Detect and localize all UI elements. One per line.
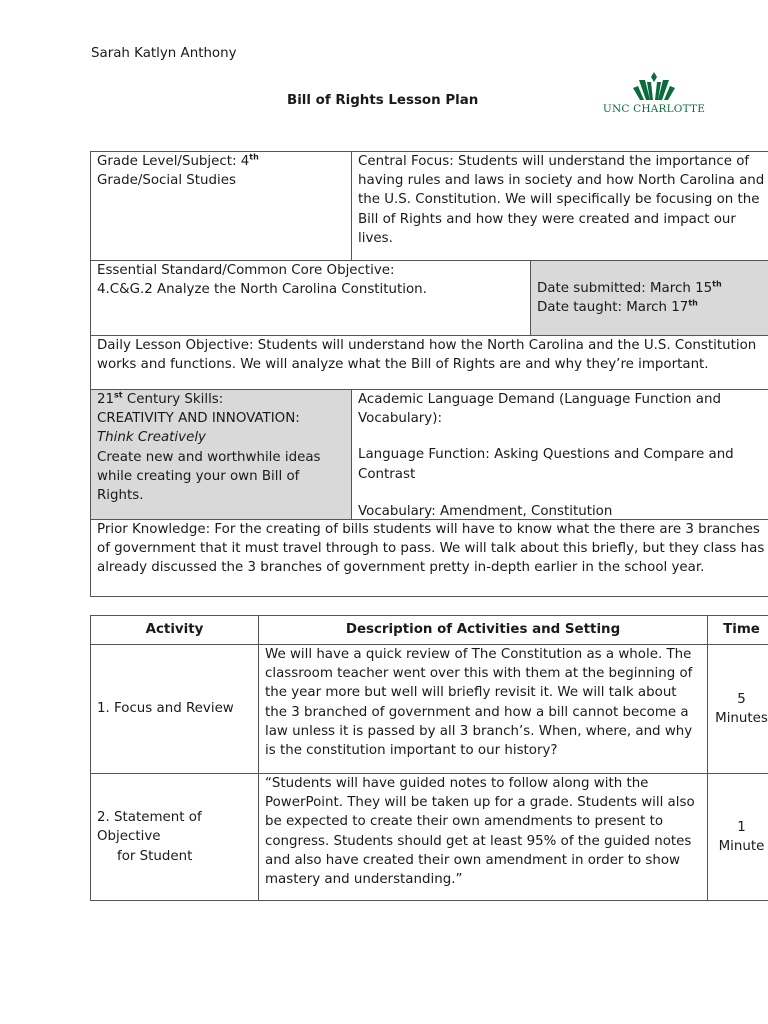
row-1-description-text: We will have a quick review of The Constitution as a whole. The classroom teacher went over this with them at the beginning of the year more but well will briefly revisit it. We will talk about the 3 branched of government and how a bill cannot become a law unless it is passed by all 3 branch’s. When, where, and why is the constitution important to our history? [265, 647, 693, 759]
language-function-text: Language Function: Asking Questions and Compare and Contrast [358, 447, 734, 482]
central-focus-cell [351, 151, 768, 261]
grade-level-cell [90, 151, 352, 261]
prior-knowledge-text: Prior Knowledge: For the creating of bills students will have to know what the there are 3 branches of government that it must travel through to pass. We will talk about this briefly, but they class has already discussed the 3 branches of government pretty in-depth earlier in the school year. [97, 522, 765, 576]
row-1-description [258, 644, 708, 774]
row-2-time [707, 773, 768, 901]
academic-language-text: Academic Language Demand (Language Function and Vocabulary): [358, 392, 721, 427]
skills-label-suffix: st [114, 390, 123, 400]
skills-subcategory: Think Creatively [97, 430, 206, 446]
row-2-description [258, 773, 708, 901]
activity-table [90, 615, 768, 901]
lesson-info-table [90, 151, 768, 597]
page-title: Bill of Rights Lesson Plan [287, 93, 479, 108]
daily-objective-cell [90, 335, 768, 390]
row-2-time-number: 1 [737, 819, 746, 835]
century-skills-cell [90, 389, 352, 520]
header-time [707, 615, 768, 645]
skills-category: CREATIVITY AND INNOVATION: [97, 411, 300, 427]
header-activity-label: Activity [145, 622, 204, 638]
standard-cell [90, 260, 531, 336]
dates-cell [530, 260, 768, 336]
row-2-time-unit: Minute [718, 839, 765, 854]
header-description-label: Description of Activities and Setting [345, 622, 621, 638]
row-1-activity-text: 1. Focus and Review [97, 701, 234, 717]
header-description [258, 615, 708, 645]
academic-language-cell [351, 389, 768, 520]
standard-text: 4.C&G.2 Analyze the North Carolina Constitution. [97, 282, 427, 298]
date-taught-suffix: th [688, 298, 698, 308]
standard-label: Essential Standard/Common Core Objective: [97, 263, 395, 278]
date-submitted-suffix: th [712, 279, 722, 289]
crown-icon [600, 70, 708, 104]
date-submitted: Date submitted: March 15 [537, 281, 713, 296]
header-activity [90, 615, 259, 645]
row-1-time [707, 644, 768, 774]
row-1-time-number: 5 [737, 691, 746, 707]
skills-description: Create new and worthwhile ideas while creating your own Bill of Rights. [97, 449, 321, 504]
central-focus-text: Central Focus: Students will understand the importance of having rules and laws in society and how North Carolina and the U.S. Constitution. We will specifically be focusing on the Bill of Rights and how they were created and impact our lives. [358, 154, 765, 246]
grade-label: Grade Level/Subject: 4 [97, 154, 250, 169]
row-2-activity-line1: 2. Statement of [97, 810, 202, 826]
header-time-label: Time [723, 622, 760, 638]
author-name: Sarah Katlyn Anthony [91, 46, 237, 61]
skills-label-text: Century Skills: [122, 392, 224, 407]
skills-label-number: 21 [97, 392, 115, 407]
grade-subject: Grade/Social Studies [97, 173, 236, 189]
date-taught: Date taught: March 17 [537, 300, 689, 316]
prior-knowledge-cell [90, 519, 768, 597]
row-2-activity [90, 773, 259, 901]
row-1-time-unit: Minutes [715, 711, 768, 726]
unc-charlotte-logo [600, 70, 708, 122]
grade-suffix: th [249, 152, 259, 162]
row-2-activity-line2: Objective [97, 829, 161, 845]
logo-text: UNC CHARLOTTE [602, 103, 706, 115]
daily-objective-text: Daily Lesson Objective: Students will understand how the North Carolina and the U.S. Constitution works and functions. We will analyze what the Bill of Rights are and why they’re important. [97, 338, 757, 373]
vocabulary-text: Vocabulary: Amendment, Constitution [358, 503, 613, 519]
row-2-activity-line3: for Student [117, 848, 193, 864]
row-1-activity [90, 644, 259, 774]
row-2-description-text: “Students will have guided notes to follow along with the PowerPoint. They will be taken up for a grade. Students will also be expected to create their own amendments to present to congress. Students should get at least 95% of the guided notes and also have created their own amendment in order to show mastery and understanding.” [265, 776, 695, 888]
